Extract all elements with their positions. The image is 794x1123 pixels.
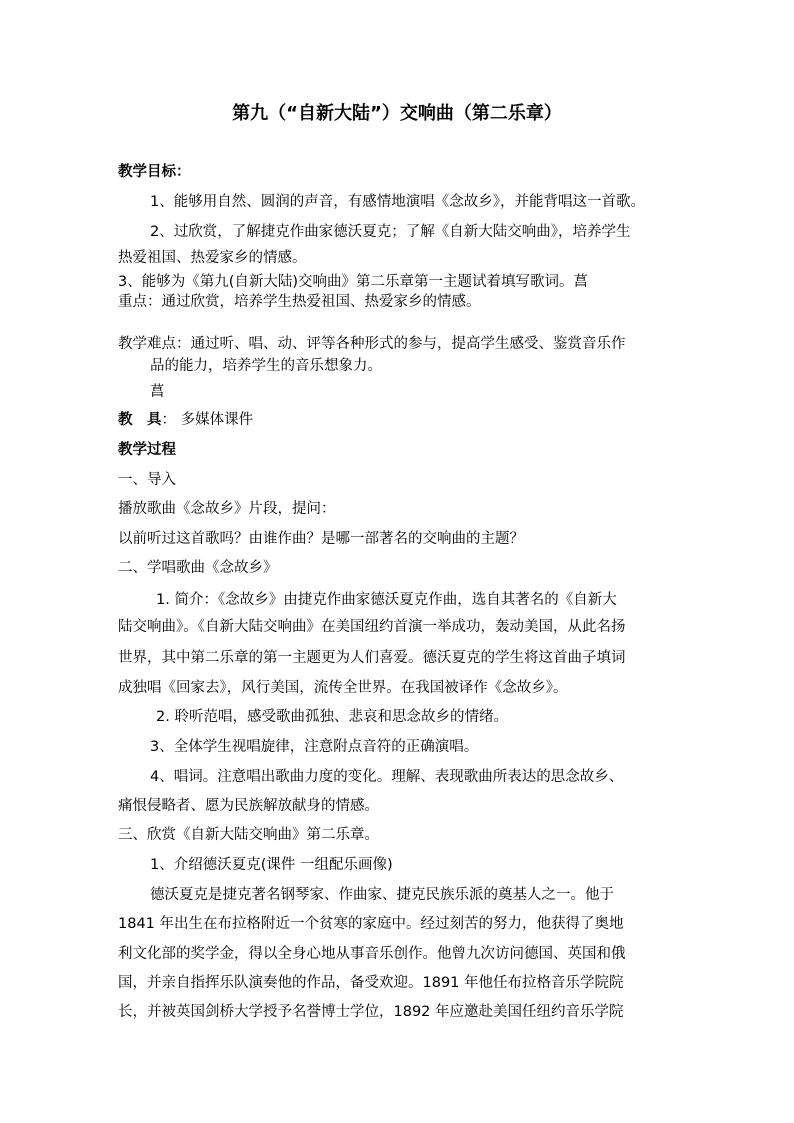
section-2-item-3: 3、全体学生视唱旋律，注意附点音符的正确演唱。 [150,739,479,755]
biography-line-4: 国，并亲自指挥乐队演奏他的作品，备受欢迎。1891 年他任布拉格音乐学院院 [118,975,624,991]
biography-line-5: 长，并被英国剑桥大学授予名誉博士学位，1892 年应邀赴美国任纽约音乐学院 [118,1004,624,1020]
stray-character: 菖 [150,384,165,400]
tools-label: 教 具 [118,412,162,428]
section-2-item-2: 2. 聆听范唱，感受歌曲孤独、悲哀和思念故乡的情绪。 [156,709,508,725]
tools-value: ： 多媒体课件 [161,412,254,428]
difficulty-line-1: 教学难点：通过听、唱、动、评等各种形式的参与，提高学生感受、鉴赏音乐作 [118,336,626,352]
section-3-item-1: 1、介绍德沃夏克(课件 一组配乐画像) [150,857,393,873]
goal-2-line-2: 热爱祖国、热爱家乡的情感。 [118,250,307,266]
biography-line-3: 利文化部的奖学金，得以全身心地从事音乐创作。他曾九次访问德国、英国和俄 [118,946,626,962]
process-heading: 教学过程 [118,442,176,458]
goal-3: 3、能够为《第九(自新大陆)交响曲》第二乐章第一主题试着填写歌词。菖 [118,274,589,290]
section-1-paragraph-2: 以前听过这首歌吗？由谁作曲？是哪一部著名的交响曲的主题？ [118,531,524,547]
goal-1: 1、能够用自然、圆润的声音，有感情地演唱《念故乡》，并能背唱这一首歌。 [150,194,645,210]
difficulty-line-2: 品的能力，培养学生的音乐想象力。 [150,358,382,374]
key-point: 重点：通过欣赏，培养学生热爱祖国、热爱家乡的情感。 [118,294,481,310]
section-2-intro-line-2: 陆交响曲》。《自新大陆交响曲》在美国纽约首演一举成功，轰动美国，从此名扬 [118,619,626,635]
goal-2-line-1: 2、过欣赏，了解捷克作曲家德沃夏克；了解《自新大陆交响曲》，培养学生 [150,224,631,240]
section-2-intro-line-1: 1. 简介：《念故乡》由捷克作曲家德沃夏克作曲，选自其著名的《自新大 [156,592,617,608]
section-1-heading: 一、导入 [118,472,176,488]
section-2-intro-line-4: 成独唱《回家去》，风行美国，流传全世界。在我国被译作《念故乡》。 [118,680,568,696]
tools-line [118,410,253,430]
biography-line-1: 德沃夏克是捷克著名钢琴家、作曲家、捷克民族乐派的奠基人之一。他于 [150,887,614,903]
section-3-heading: 三、欣赏《自新大陆交响曲》第二乐章。 [118,827,379,843]
section-2-intro-line-3: 世界，其中第二乐章的第一主题更为人们喜爱。德沃夏克的学生将这首曲子填词 [118,650,626,666]
goals-heading: 教学目标： [118,164,191,180]
section-2-item-4-line-1: 4、唱词。注意唱出歌曲力度的变化。理解、表现歌曲所表达的思念故乡、 [150,769,624,785]
page-title: 第九（“自新大陆”）交响曲（第二乐章） [232,103,562,124]
section-2-heading: 二、学唱歌曲《念故乡》 [118,560,278,576]
section-2-item-4-line-2: 痛恨侵略者、愿为民族解放献身的情感。 [118,798,379,814]
section-1-paragraph-1: 播放歌曲《念故乡》片段，提问： [118,501,336,517]
biography-line-2: 1841 年出生在布拉格附近一个贫寒的家庭中。经过刻苦的努力，他获得了奥地 [118,916,624,932]
